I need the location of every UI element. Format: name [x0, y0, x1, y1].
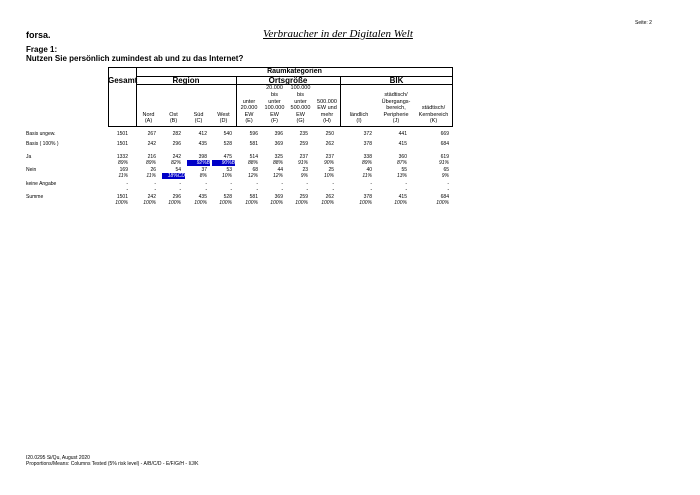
header-ortsgroesse: Ortsgröße	[268, 76, 308, 85]
footer-test-note: Proportions/Means: Columns Tested (5% risk level) - A/B/C/D - E/F/G/H - I/J/K	[26, 461, 199, 467]
table-cell-value: 412	[198, 131, 207, 137]
column-header-line: bereich,	[386, 105, 406, 112]
table-cell-percent: 89%	[117, 160, 128, 166]
header-region: Region	[172, 76, 200, 85]
table-cell-value: 325	[274, 154, 283, 160]
table-cell-value: 235	[299, 131, 308, 137]
table-cell-value: 415	[398, 194, 407, 200]
header-gesamt: Gesamt	[108, 76, 138, 85]
column-header-line: städtisch/	[384, 92, 408, 98]
table-cell-value: 68	[252, 167, 258, 173]
table-cell-value: 296	[172, 141, 181, 147]
table-cell-value: 528	[223, 194, 232, 200]
table-cell-value: -	[205, 181, 207, 187]
table-cell-percent: 100%	[270, 200, 283, 206]
table-cell-value: 435	[198, 141, 207, 147]
column-header-line: ländlich	[349, 111, 369, 118]
table-cell-value: 669	[440, 131, 449, 137]
table-cell-value: 55	[401, 167, 407, 173]
column-header-line: 500.000	[290, 105, 311, 112]
table-cell-value: 596	[249, 131, 258, 137]
table-cell-value: 435	[198, 194, 207, 200]
table-cell-value: 242	[147, 194, 156, 200]
table-cell-significant: 90%B	[212, 160, 235, 166]
column-header	[378, 92, 414, 125]
column-header-line: Nord	[142, 111, 155, 118]
table-cell-value: 23	[302, 167, 308, 173]
table-cell-percent: 89%	[145, 160, 156, 166]
table-cell-percent: 13%	[396, 173, 407, 179]
column-header-line: (G)	[296, 118, 305, 125]
table-cell-value: 475	[223, 154, 232, 160]
table-cell-percent: 100%	[321, 200, 334, 206]
table-cell-percent: 9%	[300, 173, 308, 179]
document-title: Verbraucher in der Digitalen Welt	[263, 28, 413, 40]
column-header-line: (A)	[144, 118, 153, 125]
column-header-line: 20.000	[240, 105, 258, 112]
table-cell-percent: 100%	[219, 200, 232, 206]
column-header-line: unter	[268, 98, 281, 105]
table-cell-value: 216	[147, 154, 156, 160]
table-cell-percent: 11%	[146, 173, 156, 179]
table-cell-percent: 12%	[272, 173, 283, 179]
table-cell-percent: 10%	[221, 173, 232, 179]
question-number: Frage 1:	[26, 45, 58, 54]
column-header	[414, 105, 453, 125]
row-label: keine Angabe	[26, 181, 57, 187]
table-cell-percent: 90%	[323, 160, 334, 166]
table-cell-percent: 91%	[297, 160, 308, 166]
column-header-line: 100.000	[290, 85, 311, 92]
table-cell-percent: 11%	[362, 173, 372, 179]
table-cell-value: 581	[249, 194, 258, 200]
table-cell-value: 296	[172, 194, 181, 200]
table-cell-value: -	[306, 181, 308, 187]
table-cell-value: 262	[325, 194, 334, 200]
table-cell-value: -	[230, 181, 232, 187]
table-cell-percent: 91%	[438, 160, 449, 166]
column-header-line: (C)	[194, 118, 203, 125]
table-cell-value: 54	[175, 167, 181, 173]
row-label: Ja	[26, 154, 32, 160]
table-cell-percent: 100%	[168, 200, 181, 206]
table-cell-percent: -	[405, 187, 407, 193]
column-header	[287, 85, 314, 125]
column-header-line: bis	[296, 91, 305, 98]
column-header-line: 20.000	[266, 85, 283, 92]
table-cell-value: 378	[363, 194, 372, 200]
table-cell-value: 398	[198, 154, 207, 160]
table-cell-value: 237	[325, 154, 334, 160]
table-cell-value: 242	[172, 154, 181, 160]
table-cell-percent: 88%	[247, 160, 258, 166]
footer-job-line: I20.0295 Si/Qu, August 2020	[26, 455, 90, 461]
table-cell-value: 44	[277, 167, 283, 173]
table-cell-value: 1332	[116, 154, 128, 160]
table-cell-value: -	[281, 181, 283, 187]
column-header-line: städtisch/	[421, 105, 446, 112]
table-cell-value: 619	[440, 154, 449, 160]
table-cell-value: 1501	[116, 194, 128, 200]
table-cell-value: 65	[443, 167, 449, 173]
column-header-line: (D)	[219, 118, 228, 125]
table-cell-value: 378	[363, 141, 372, 147]
column-header	[314, 99, 340, 125]
table-cell-percent: -	[281, 187, 283, 193]
table-cell-value: 360	[398, 154, 407, 160]
table-cell-percent: 82%	[170, 160, 181, 166]
table-cell-value: 242	[147, 141, 156, 147]
table-cell-value: 259	[299, 194, 308, 200]
table-cell-value: 514	[249, 154, 258, 160]
table-cell-value: -	[154, 181, 156, 187]
column-header	[262, 85, 287, 125]
header-bik: BIK	[389, 76, 404, 85]
column-header-line: 100.000	[264, 105, 285, 112]
column-header-line: (E)	[245, 118, 253, 125]
table-cell-percent: 89%	[361, 160, 372, 166]
table-cell-value: 372	[363, 131, 372, 137]
table-cell-percent: 100%	[359, 200, 372, 206]
table-cell-percent: 100%	[394, 200, 407, 206]
table-cell-percent: 10%	[323, 173, 334, 179]
table-cell-value: 684	[440, 141, 449, 147]
column-header-line: (K)	[429, 118, 438, 125]
row-label: Basis ungew.	[26, 131, 56, 137]
table-cell-percent: -	[370, 187, 372, 193]
column-header-line: Übergangs-	[381, 98, 411, 105]
table-cell-value: 1501	[116, 141, 128, 147]
table-cell-percent: -	[447, 187, 449, 193]
table-cell-value: 259	[299, 141, 308, 147]
column-header-line: Süd	[193, 111, 204, 118]
table-cell-significant: 18%CD	[162, 173, 185, 179]
column-header-line: unter	[242, 98, 256, 105]
table-cell-value: 369	[274, 141, 283, 147]
table-cell-percent: 100%	[295, 200, 308, 206]
table-cell-percent: 100%	[194, 200, 207, 206]
table-cell-value: -	[256, 181, 258, 187]
footer	[26, 455, 198, 467]
column-header	[161, 112, 186, 125]
table-cell-percent: 100%	[245, 200, 258, 206]
table-cell-value: -	[179, 181, 181, 187]
table-cell-percent: -	[256, 187, 258, 193]
table-cell-percent: 9%	[441, 173, 449, 179]
table-cell-value: 528	[223, 141, 232, 147]
table-cell-percent: -	[179, 187, 181, 193]
question-text: Nutzen Sie persönlich zumindest ab und zu das Internet?	[26, 54, 244, 63]
row-label: Nein	[26, 167, 37, 173]
table-cell-percent: 100%	[436, 200, 449, 206]
column-header	[236, 99, 262, 125]
table-cell-percent: 8%	[199, 173, 207, 179]
column-header-line: (I)	[356, 118, 362, 125]
table-cell-percent: 100%	[115, 200, 128, 206]
table-cell-value: -	[405, 181, 407, 187]
table-cell-significant: 92%B	[187, 160, 210, 166]
table-cell-value: 369	[274, 194, 283, 200]
table-cell-value: 415	[398, 141, 407, 147]
column-header-line: mehr	[320, 111, 334, 118]
table-cell-percent: -	[306, 187, 308, 193]
row-label: Summe	[26, 194, 44, 200]
table-cell-value: 540	[223, 131, 232, 137]
table-cell-percent: 87%	[396, 160, 407, 166]
column-header-line: unter	[294, 98, 307, 105]
column-header-line: EW	[296, 111, 305, 118]
table-cell-value: 25	[328, 167, 334, 173]
table-cell-value: 441	[398, 131, 407, 137]
table-cell-value: 338	[363, 154, 372, 160]
column-header-line: West	[217, 111, 230, 118]
column-header-line: Kernbereich	[418, 111, 449, 118]
column-header	[186, 112, 211, 125]
column-header-line: EW	[244, 111, 254, 118]
table-cell-percent: -	[205, 187, 207, 193]
table-cell-value: 40	[366, 167, 372, 173]
table-cell-value: -	[332, 181, 334, 187]
table-cell-percent: 100%	[143, 200, 156, 206]
column-header-line: (J)	[392, 118, 400, 125]
table-cell-value: 684	[440, 194, 449, 200]
table-cell-value: 262	[325, 141, 334, 147]
table-cell-value: 26	[150, 167, 156, 173]
table-cell-value: 53	[226, 167, 232, 173]
column-header	[136, 112, 161, 125]
header-raumkategorien: Raumkategorien	[267, 68, 322, 75]
table-cell-percent: 88%	[272, 160, 283, 166]
table-cell-value: 237	[299, 154, 308, 160]
table-cell-percent: -	[126, 187, 128, 193]
table-cell-value: -	[126, 181, 128, 187]
brand-logo: forsa.	[26, 30, 51, 40]
column-header-line: Peripherie	[383, 111, 409, 118]
column-header-line: EW	[270, 111, 279, 118]
table-cell-percent: -	[154, 187, 156, 193]
column-header-line: (H)	[323, 118, 331, 125]
table-cell-value: -	[447, 181, 449, 187]
table-cell-value: 581	[249, 141, 258, 147]
column-header-line: (B)	[169, 118, 178, 125]
table-cell-value: 250	[325, 131, 334, 137]
table-cell-value: 1501	[116, 131, 128, 137]
table-cell-percent: -	[332, 187, 334, 193]
column-header-line: 500.000	[317, 98, 337, 105]
table-cell-value: -	[370, 181, 372, 187]
column-header-line: (F)	[270, 118, 279, 125]
column-header	[211, 112, 236, 125]
column-header-line: bis	[270, 91, 279, 98]
table-cell-value: 282	[172, 131, 181, 137]
column-header-line: EW und	[317, 105, 337, 112]
row-label: Basis ( 100% )	[26, 141, 59, 147]
table-cell-value: 267	[147, 131, 156, 137]
column-header	[340, 112, 378, 125]
table-cell-percent: -	[230, 187, 232, 193]
page-number: Seite: 2	[635, 20, 652, 26]
table-cell-value: 37	[201, 167, 207, 173]
table-cell-percent: 12%	[247, 173, 258, 179]
table-cell-value: 396	[274, 131, 283, 137]
table-cell-value: 169	[119, 167, 128, 173]
column-header-line: Ost	[169, 111, 178, 118]
table-cell-percent: 11%	[118, 173, 128, 179]
